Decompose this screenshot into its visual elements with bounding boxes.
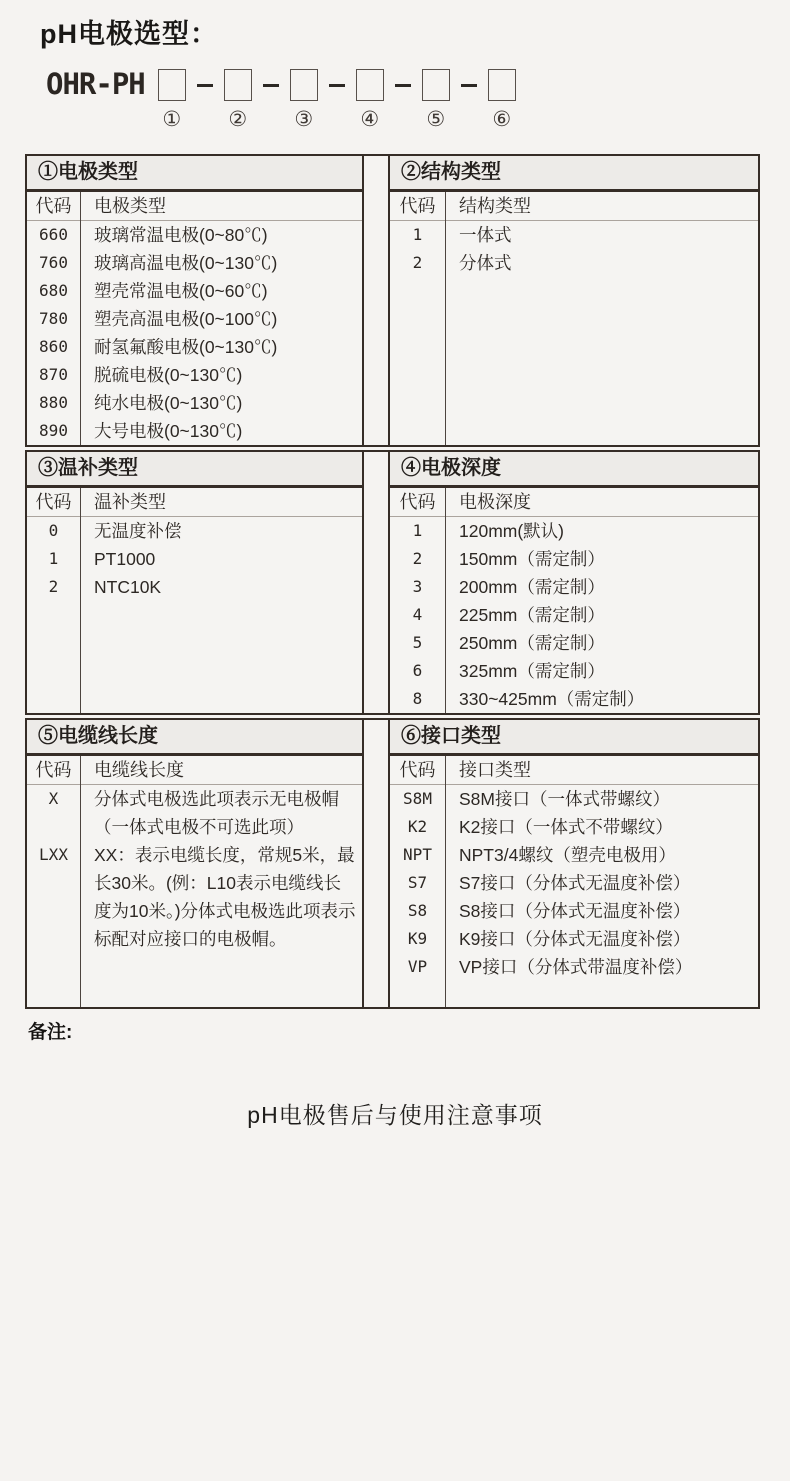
- label-column-header: 电缆线长度: [94, 760, 184, 780]
- row-label: 塑壳常温电极(0~60℃): [94, 281, 268, 301]
- row-label: S7接口（分体式无温度补偿）: [459, 873, 691, 893]
- model-slots: [145, 67, 516, 132]
- row-code: 860: [39, 337, 68, 356]
- section-electrode-type: [27, 156, 364, 445]
- section-header: ⑥接口类型: [390, 720, 758, 756]
- remarks-block: [28, 1019, 762, 1047]
- table-row: [27, 545, 362, 573]
- row-code: 4: [412, 605, 423, 624]
- row-label: 325mm（需定制）: [459, 661, 605, 681]
- row-label: 玻璃常温电极(0~80℃): [94, 225, 268, 245]
- position-number: ③: [294, 108, 314, 131]
- row-code: 5: [412, 633, 423, 652]
- dash-separator: [461, 84, 477, 87]
- row-label: S8接口（分体式无温度补偿）: [459, 901, 691, 921]
- row-label: 大号电极(0~130℃): [94, 421, 243, 441]
- row-code: K9: [407, 929, 428, 948]
- table-row: [27, 249, 362, 277]
- row-code: 2: [412, 253, 423, 272]
- dash-separator: [197, 84, 213, 87]
- section-header: ②结构类型: [390, 156, 758, 192]
- table-row: [27, 221, 362, 249]
- row-code: 890: [39, 421, 68, 440]
- label-column-header: 电极类型: [94, 196, 166, 216]
- section-header: ⑤电缆线长度: [27, 720, 362, 756]
- row-label: 塑壳高温电极(0~100℃): [94, 309, 278, 329]
- row-label: 330~425mm（需定制）: [459, 689, 645, 709]
- row-code: 880: [39, 393, 68, 412]
- code-column-header: 代码: [399, 760, 436, 780]
- section-structure-type: [388, 156, 758, 445]
- column-divider: [80, 756, 81, 1007]
- section-electrode-depth: [388, 452, 758, 713]
- model-code-box: [422, 69, 450, 101]
- row-code: VP: [407, 957, 428, 976]
- row-code: 2: [48, 577, 59, 596]
- row-code: K2: [407, 817, 428, 836]
- label-column-header: 温补类型: [94, 492, 166, 512]
- model-slot: [384, 67, 450, 132]
- row-code: 660: [39, 225, 68, 244]
- aftercare-block: [0, 1097, 790, 1130]
- row-label: VP接口（分体式带温度补偿）: [459, 957, 693, 977]
- row-code: S8M: [403, 789, 432, 808]
- code-column-header: 代码: [399, 492, 436, 512]
- row-label: 200mm（需定制）: [459, 577, 605, 597]
- column-divider: [445, 192, 446, 445]
- table-row: [27, 277, 362, 305]
- table-band-2: [25, 450, 760, 715]
- row-code: NPT: [403, 845, 432, 864]
- column-divider: [445, 756, 446, 1007]
- row-label: 脱硫电极(0~130℃): [94, 365, 243, 385]
- row-label: NPT3/4螺纹（塑壳电极用）: [459, 845, 676, 865]
- model-slot: [450, 67, 516, 132]
- code-column-header: 代码: [35, 196, 72, 216]
- model-prefix: OHR-PH: [46, 67, 145, 101]
- table-row: [27, 389, 362, 417]
- row-code: LXX: [39, 845, 68, 864]
- label-column-header: 结构类型: [459, 196, 531, 216]
- dash-separator: [329, 84, 345, 87]
- row-code: X: [48, 789, 59, 808]
- column-divider: [80, 488, 81, 713]
- table-row: [27, 417, 362, 445]
- section-header: ③温补类型: [27, 452, 362, 488]
- row-code: S8: [407, 901, 428, 920]
- row-code: 680: [39, 281, 68, 300]
- position-number: ⑥: [492, 108, 512, 131]
- label-column-header: 接口类型: [459, 760, 531, 780]
- row-code: 3: [412, 577, 423, 596]
- model-code-box: [224, 69, 252, 101]
- label-column-header: 电极深度: [459, 492, 531, 512]
- section-header: ①电极类型: [27, 156, 362, 192]
- row-label: 120mm(默认): [459, 521, 565, 541]
- position-number: ②: [228, 108, 248, 131]
- column-header-row: [27, 756, 362, 785]
- model-code-box: [488, 69, 516, 101]
- row-label: NTC10K: [94, 577, 162, 597]
- band-spacer: [364, 156, 388, 445]
- column-header-row: [27, 488, 362, 517]
- model-slot: [186, 67, 252, 132]
- column-header-row: [27, 192, 362, 221]
- row-code: 760: [39, 253, 68, 272]
- code-column-header: 代码: [35, 760, 72, 780]
- remarks-title: 备注:: [28, 1022, 73, 1043]
- position-number: ①: [162, 108, 182, 131]
- row-label: XX：表示电缆长度，常规5米，最长30米。(例：L10表示电缆线长度为10米。)分体式电极选此项表示标配对应接口的电极帽。: [94, 845, 356, 949]
- row-code: 780: [39, 309, 68, 328]
- code-column-header: 代码: [35, 492, 72, 512]
- section-cable-length: [27, 720, 364, 1007]
- row-label: 无温度补偿: [94, 521, 182, 541]
- model-slot: [318, 67, 384, 132]
- aftercare-title: pH电极售后与使用注意事项: [247, 1102, 543, 1128]
- section-header: ④电极深度: [390, 452, 758, 488]
- row-code: 1: [48, 549, 59, 568]
- row-label: 一体式: [459, 225, 512, 245]
- row-label: 纯水电极(0~130℃): [94, 393, 243, 413]
- table-row: [27, 573, 362, 601]
- model-code-box: [158, 69, 186, 101]
- row-label: 耐氢氟酸电极(0~130℃): [94, 337, 278, 357]
- table-row: [27, 361, 362, 389]
- code-column-header: 代码: [399, 196, 436, 216]
- row-code: 0: [48, 521, 59, 540]
- table-row: [27, 305, 362, 333]
- row-code: 1: [412, 225, 423, 244]
- dash-separator: [263, 84, 279, 87]
- row-label: 150mm（需定制）: [459, 549, 605, 569]
- table-row: [27, 785, 362, 841]
- row-label: 分体式电极选此项表示无电极帽（一体式电极不可选此项）: [94, 789, 339, 837]
- row-code: S7: [407, 873, 428, 892]
- row-code: 2: [412, 549, 423, 568]
- column-divider: [80, 192, 81, 445]
- table-row: [27, 333, 362, 361]
- model-slot: [158, 67, 186, 132]
- page-title: pH电极选型：: [40, 19, 218, 49]
- table-band-1: [25, 154, 760, 447]
- model-code-box: [290, 69, 318, 101]
- model-code-builder: [46, 67, 790, 132]
- model-slot: [252, 67, 318, 132]
- row-code: 870: [39, 365, 68, 384]
- row-code: 6: [412, 661, 423, 680]
- row-label: 225mm（需定制）: [459, 605, 605, 625]
- row-label: S8M接口（一体式带螺纹）: [459, 789, 670, 809]
- section-temp-compensation: [27, 452, 364, 713]
- row-code: 8: [412, 689, 423, 708]
- selection-spec-table: [25, 154, 760, 1009]
- model-code-box: [356, 69, 384, 101]
- section-connector-type: [388, 720, 758, 1007]
- row-label: 玻璃高温电极(0~130℃): [94, 253, 278, 273]
- table-band-3: [25, 718, 760, 1009]
- band-spacer: [364, 720, 388, 1007]
- row-label: 分体式: [459, 253, 512, 273]
- row-code: 1: [412, 521, 423, 540]
- position-number: ⑤: [426, 108, 446, 131]
- dash-separator: [395, 84, 411, 87]
- position-number: ④: [360, 108, 380, 131]
- table-row: [27, 841, 362, 953]
- row-label: K9接口（分体式无温度补偿）: [459, 929, 691, 949]
- row-label: K2接口（一体式不带螺纹）: [459, 817, 673, 837]
- column-divider: [445, 488, 446, 713]
- table-row: [27, 517, 362, 545]
- band-spacer: [364, 452, 388, 713]
- row-label: PT1000: [94, 549, 156, 569]
- row-label: 250mm（需定制）: [459, 633, 605, 653]
